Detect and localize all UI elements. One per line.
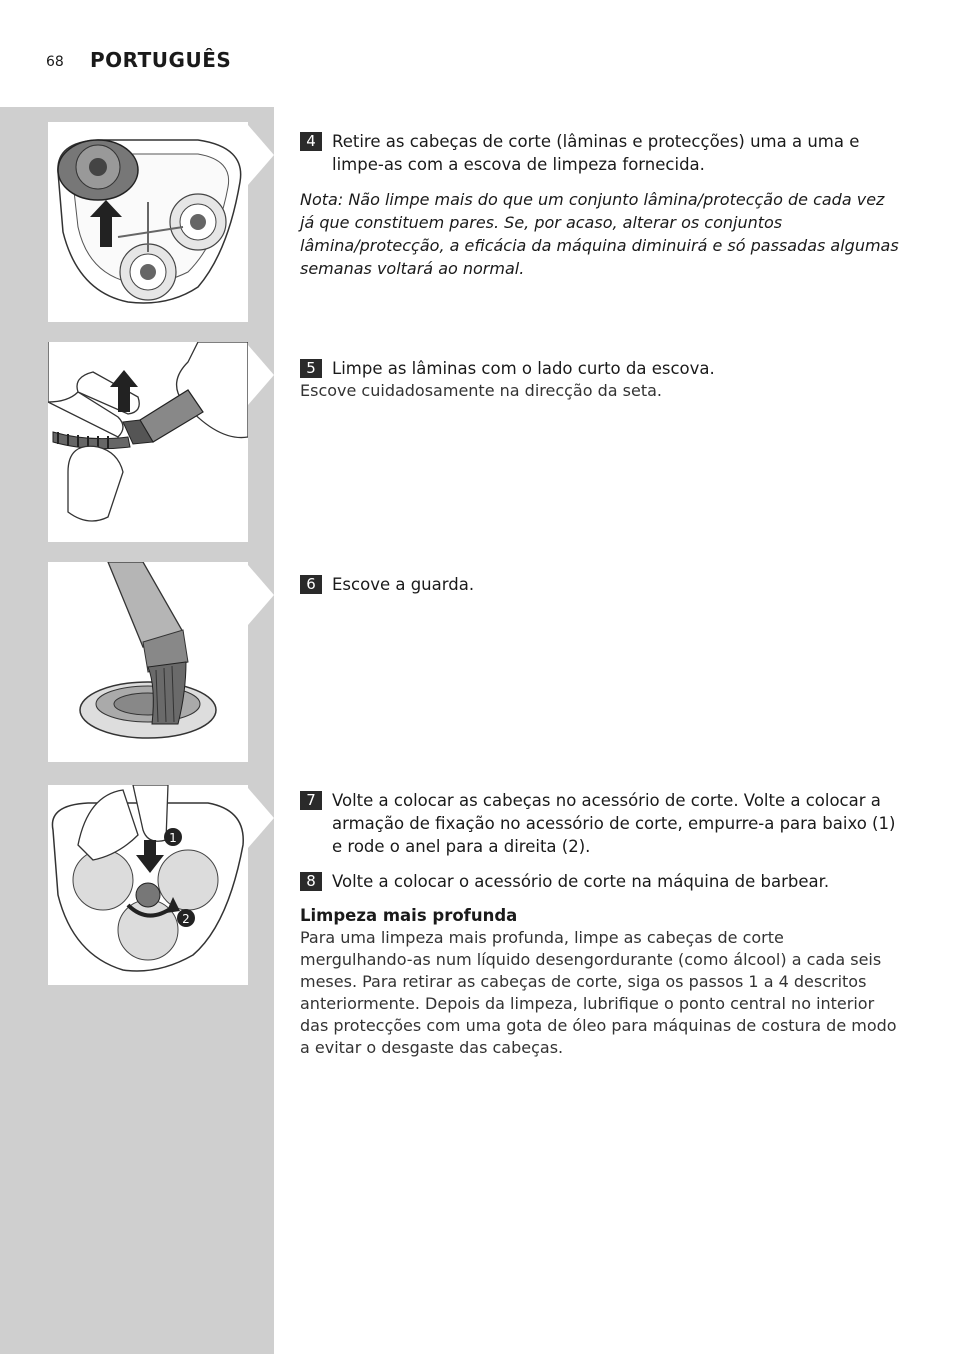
step-4-note: Nota: Não limpe mais do que um conjunto lâmina/protecção de cada vez já que constituem pares. Se, por acaso, alterar os conjuntos lâmina/protecção, a eficácia da máquina diminuirá e só passadas algumas semanas voltará ao normal. [300,190,899,278]
step-8 [300,870,900,893]
page-number: 68 [46,54,64,70]
callout-1: 1 [169,831,177,845]
brush-cutter-illustration [48,342,248,542]
shaving-unit-remove-head-illustration [48,122,248,322]
step-8-text: Volte a colocar o acessório de corte na máquina de barbear. [332,872,830,891]
step-7-block [300,789,900,1059]
step-6-text: Escove a guarda. [332,575,475,594]
step-4-block [300,130,900,280]
step-number-badge: 4 [300,132,322,151]
figure-brush-guard [48,562,248,762]
figure-retaining-frame [48,785,248,985]
step-7 [300,789,900,858]
figure-pointer [248,345,274,405]
step-number-badge: 7 [300,791,322,810]
figure-brush-cutter [48,342,248,542]
callout-2: 2 [182,912,190,926]
retaining-frame-illustration [48,785,248,985]
figure-remove-cutting-head [48,122,248,322]
step-6 [300,573,900,596]
step-5 [300,357,900,380]
step-number-badge: 5 [300,359,322,378]
deep-clean-heading: Limpeza mais profunda [300,906,518,925]
step-6-block [300,573,900,596]
step-5-block [300,357,900,402]
step-5-subtext: Escove cuidadosamente na direcção da seta. [300,381,662,400]
section-title: PORTUGUÊS [90,48,232,72]
step-5-text: Limpe as lâminas com o lado curto da escova. [332,359,715,378]
step-number-badge: 6 [300,575,322,594]
step-number-badge: 8 [300,872,322,891]
step-7-text: Volte a colocar as cabeças no acessório de corte. Volte a colocar a armação de fixação no acessório de corte, empurre-a para baixo (1) e rode o anel para a direita (2). [332,791,896,856]
step-4-text: Retire as cabeças de corte (lâminas e protecções) uma a uma e limpe-as com a escova de limpeza fornecida. [332,132,860,174]
figure-pointer [248,125,274,185]
step-4 [300,130,900,176]
brush-guard-illustration [48,562,248,762]
figure-pointer [248,565,274,625]
figure-pointer [248,788,274,848]
deep-clean-body: Para uma limpeza mais profunda, limpe as cabeças de corte mergulhando-as num líquido desengordurante (como álcool) a cada seis meses. Para retirar as cabeças de corte, siga os passos 1 a 4 descritos anteriormente. Depois da limpeza, lubrifique o ponto central no interior das protecções com uma gota de óleo para máquinas de costura de modo a evitar o desgaste das cabeças. [300,928,897,1057]
